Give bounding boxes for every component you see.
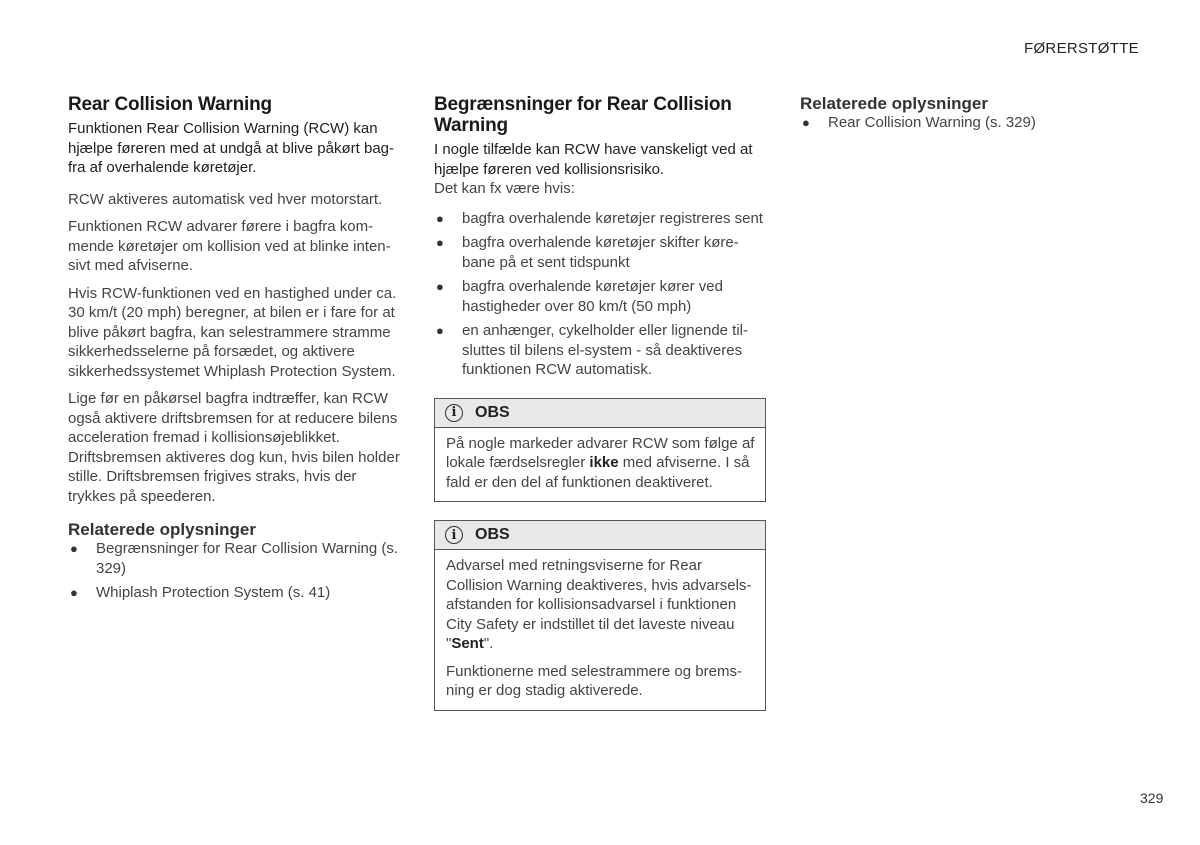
bullet-icon: ● [436, 210, 444, 226]
paragraph: RCW aktiveres automatisk ved hver motorstart. [68, 190, 383, 208]
note-emphasis: ikke [589, 454, 619, 471]
intro-text: I nogle tilfælde kan RCW have vanskeligt ved at hjælpe føreren ved kollisionsrisiko. [434, 141, 753, 178]
note-header [435, 521, 765, 550]
list-item-text: bagfra overhalende køretøjer kører ved hastigheder over 80 km/t (50 mph) [462, 278, 723, 315]
bullet-icon: ● [70, 585, 78, 600]
list-item-text: bagfra overhalende køretøjer registreres sent [462, 209, 763, 227]
note-body [435, 428, 765, 502]
related-link-label: Rear Collision Warning (s. 329) [828, 114, 1036, 131]
note-text: Funktionerne med selestrammere og bremsning er dog stadig aktiverede. [446, 662, 742, 699]
section-title: Rear Collision Warning [68, 94, 272, 115]
page-number: 329 [1140, 790, 1164, 806]
intro-subtext: Det kan fx være hvis: [434, 180, 575, 197]
column-limitations [434, 94, 766, 711]
paragraph: Hvis RCW-funktionen ved en hastighed under ca. 30 km/t (20 mph) beregner, at bilen er i fare for at blive påkørt bagfra, kan selestrammere stramme sikkerhedsselerne på forsædet, og aktivere sikkerhedssystemet Whiplash Protection System. [68, 284, 397, 380]
list-item [434, 321, 766, 380]
list-item-text: bagfra overhalende køretøjer skifter kørebane på et sent tidspunkt [462, 234, 739, 271]
bullet-icon: ● [802, 115, 810, 130]
paragraph: Lige før en påkørsel bagfra indtræffer, kan RCW også aktivere driftsbremsen for at reducere bilens acceleration fremad i kollisionsøjeblikket. Driftsbremsen aktiveres dog kun, hvis bilen holder stille. Driftsbremsen frigives straks, hvis der trykkes på speederen. [68, 390, 400, 505]
note-box [434, 398, 766, 503]
related-link-label: Begrænsninger for Rear Collision Warning (s. 329) [96, 540, 399, 577]
related-link-label: Whiplash Protection System (s. 41) [96, 584, 331, 601]
note-header [435, 399, 765, 428]
bullet-icon: ● [436, 323, 444, 338]
section-label: FØRERSTØTTE [1024, 40, 1139, 57]
note-emphasis: Sent [451, 635, 484, 652]
note-title: OBS [475, 403, 510, 421]
limitations-list [434, 209, 766, 380]
related-heading: Relaterede oplysninger [68, 520, 257, 539]
list-item [434, 277, 766, 316]
related-list [68, 539, 400, 603]
intro-text: Funktionen Rear Collision Warning (RCW) kan hjælpe føreren med at undgå at blive påkørt bagfra af overhalende køretøjer. [68, 120, 395, 176]
related-link[interactable] [800, 113, 1140, 133]
info-icon: i [445, 526, 463, 544]
related-link[interactable] [68, 539, 400, 578]
paragraph: Funktionen RCW advarer førere i bagfra kommende køretøjer om kollision ved at blinke intensivt med afviserne. [68, 218, 391, 274]
related-link[interactable] [68, 583, 400, 603]
bullet-icon: ● [70, 541, 78, 556]
related-heading: Relaterede oplysninger [800, 94, 989, 113]
note-title: OBS [475, 526, 510, 543]
note-body [435, 550, 765, 710]
section-title: Begrænsninger for Rear Collision Warning [434, 94, 732, 136]
column-related [800, 94, 1140, 138]
bullet-icon: ● [436, 279, 444, 294]
note-box [434, 520, 766, 711]
bullet-icon: ● [436, 235, 444, 250]
note-text: På nogle markeder advarer RCW som følge af lokale færdselsregler ikke med afviserne. I så fald er den del af funktionen deaktiveret. [446, 434, 755, 491]
column-rear-collision-warning [68, 94, 400, 608]
note-text: Advarsel med retningsviserne for Rear Collision Warning deaktiveres, hvis advarselsafstanden for kollisionsadvarsel i funktionen City Safety er indstillet til det laveste niveau "Sent". [446, 557, 752, 652]
info-icon: i [445, 404, 463, 422]
list-item [434, 233, 766, 272]
list-item [434, 209, 766, 229]
list-item-text: en anhænger, cykelholder eller lignende tilsluttes til bilens el-system - så deaktiveres funktionen RCW automatisk. [462, 322, 749, 378]
related-list [800, 113, 1140, 133]
